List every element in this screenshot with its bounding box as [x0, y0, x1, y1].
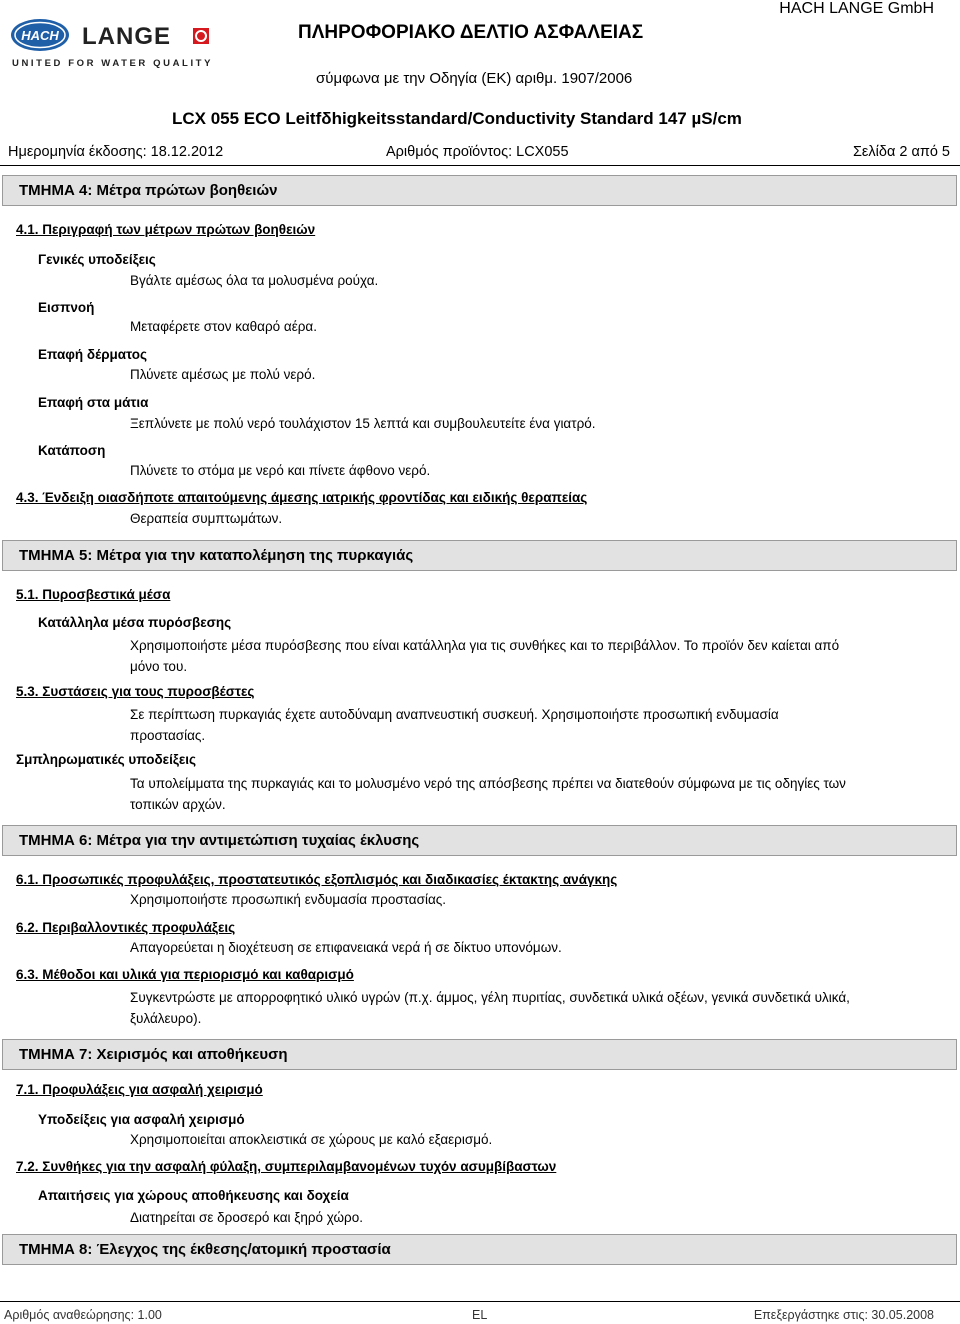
eye-label: Επαφή στα μάτια: [38, 395, 149, 410]
subsection-4-3-text: Θεραπεία συμπτωμάτων.: [130, 511, 283, 526]
hach-lange-logo: [10, 14, 220, 70]
subsection-7-1: 7.1. Προφυλάξεις για ασφαλή χειρισμό: [16, 1082, 263, 1097]
subsection-6-1-text: Χρησιμοποιήστε προσωπική ενδυμασία προστασίας.: [130, 892, 447, 907]
general-label: Γενικές υποδείξεις: [38, 252, 156, 267]
subsection-7-2: 7.2. Συνθήκες για την ασφαλή φύλαξη, συμπεριλαμβανομένων τυχόν ασυμβίβαστων: [16, 1159, 557, 1174]
section-7-title: ΤΜΗΜΑ 7: Χειρισμός και αποθήκευση: [19, 1046, 288, 1063]
storage-requirements-text: Διατηρείται σε δροσερό και ξηρό χώρο.: [130, 1210, 363, 1225]
inhalation-text: Μεταφέρετε στον καθαρό αέρα.: [130, 319, 317, 334]
regulation-subtitle: σύμφωνα με την Οδηγία (ΕΚ) αριθμ. 1907/2006: [316, 70, 633, 87]
section-5-title: ΤΜΗΜΑ 5: Μέτρα για την καταπολέμηση της πυρκαγιάς: [19, 547, 414, 564]
extinguishing-media-label: Κατάλληλα μέσα πυρόσβεσης: [38, 615, 232, 630]
footer-divider: [0, 1301, 960, 1302]
subsection-6-3-text: Συγκεντρώστε με απορροφητικό υλικό υγρών (π.χ. άμμος, γέλη πυριτίας, συνδετικά υλικά οξέων, γενικά συνδετικά υλικά, ξυλάλευρο).: [130, 990, 850, 1026]
page-number: Σελίδα 2 από 5: [852, 144, 950, 160]
section-8-bar: [2, 1234, 957, 1265]
svg-text:UNITED FOR WATER QUALITY: UNITED FOR WATER QUALITY: [12, 58, 214, 69]
section-4-title: ΤΜΗΜΑ 4: Μέτρα πρώτων βοηθειών: [19, 182, 278, 199]
subsection-4-3: 4.3. Ένδειξη οιασδήποτε απαιτούμενης άμεσης ιατρικής φροντίδας και ειδικής θεραπείας: [16, 490, 588, 505]
document-title: ΠΛΗΡΟΦΟΡΙΑΚΟ ΔΕΛΤΙΟ ΑΣΦΑΛΕΙΑΣ: [298, 22, 644, 43]
subsection-5-1: 5.1. Πυροσβεστικά μέσα: [16, 587, 171, 602]
additional-info-label: Σμπληρωματικές υποδείξεις: [16, 752, 197, 767]
safe-handling-label: Υποδείξεις για ασφαλή χειρισμό: [38, 1112, 245, 1127]
issue-date: Ημερομηνία έκδοσης: 18.12.2012: [8, 144, 224, 160]
storage-requirements-label: Απαιτήσεις για χώρους αποθήκευσης και δοχεία: [38, 1188, 349, 1203]
section-5-bar: [2, 540, 957, 571]
eye-text: Ξεπλύνετε με πολύ νερό τουλάχιστον 15 λεπτά και συμβουλευτείτε ένα γιατρό.: [130, 416, 596, 431]
section-4-bar: [2, 175, 957, 206]
subsection-5-3-text: Σε περίπτωση πυρκαγιάς έχετε αυτοδύναμη αναπνευστική συσκευή. Χρησιμοποιήστε προσωπική ενδυμασία προστασίας.: [130, 707, 779, 743]
section-6-title: ΤΜΗΜΑ 6: Μέτρα για την αντιμετώπιση τυχαίας έκλυσης: [19, 832, 420, 849]
section-8-title: ΤΜΗΜΑ 8: Έλεγχος της έκθεσης/ατομική προστασία: [19, 1241, 391, 1258]
ingestion-label: Κατάποση: [38, 443, 106, 458]
subsection-4-1: 4.1. Περιγραφή των μέτρων πρώτων βοηθειών: [16, 222, 316, 237]
language-code: EL: [472, 1308, 488, 1322]
subsection-6-3: 6.3. Μέθοδοι και υλικά για περιορισμό και καθαρισμό: [16, 967, 354, 982]
inhalation-label: Εισπνοή: [38, 300, 95, 315]
company-name: HACH LANGE GmbH: [779, 0, 934, 17]
safe-handling-text: Χρησιμοποιείται αποκλειστικά σε χώρους με καλό εξαερισμό.: [130, 1132, 493, 1147]
svg-text:LANGE: LANGE: [82, 23, 171, 50]
subsection-6-1: 6.1. Προσωπικές προφυλάξεις, προστατευτικός εξοπλισμός και διαδικασίες έκτακτης ανάγκης: [16, 872, 618, 887]
additional-info-text: Τα υπολείμματα της πυρκαγιάς και το μολυσμένο νερό της απόσβεσης πρέπει να διατεθούν σύμφωνα με τις οδηγίες των τοπικών αρχών.: [130, 776, 846, 812]
section-7-bar: [2, 1039, 957, 1070]
general-text: Βγάλτε αμέσως όλα τα μολυσμένα ρούχα.: [130, 273, 379, 288]
extinguishing-media-text: Χρησιμοποιήστε μέσα πυρόσβεσης που είναι κατάλληλα για τις συνθήκες και το περιβάλλον. Το προϊόν δεν καίεται από μόνο του.: [130, 638, 840, 674]
header-divider: [0, 165, 960, 166]
svg-text:HACH: HACH: [21, 28, 59, 43]
ingestion-text: Πλύνετε το στόμα με νερό και πίνετε άφθονο νερό.: [130, 463, 431, 478]
subsection-5-3: 5.3. Συστάσεις για τους πυροσβέστες: [16, 684, 255, 699]
revision-number: Αριθμός αναθεώρησης: 1.00: [4, 1308, 162, 1322]
subsection-6-2-text: Απαγορεύεται η διοχέτευση σε επιφανειακά νερά ή σε δίκτυο υπονόμων.: [130, 940, 562, 955]
subsection-6-2: 6.2. Περιβαλλοντικές προφυλάξεις: [16, 920, 236, 935]
skin-label: Επαφή δέρματος: [38, 347, 148, 362]
processed-date: Επεξεργάστηκε στις: 30.05.2008: [753, 1308, 934, 1322]
section-6-bar: [2, 825, 957, 856]
product-number: Αριθμός προϊόντος: LCX055: [386, 144, 569, 160]
skin-text: Πλύνετε αμέσως με πολύ νερό.: [130, 367, 316, 382]
product-name: LCX 055 ECO Leitfδhigkeitsstandard/Conductivity Standard 147 µS/cm: [172, 109, 742, 128]
